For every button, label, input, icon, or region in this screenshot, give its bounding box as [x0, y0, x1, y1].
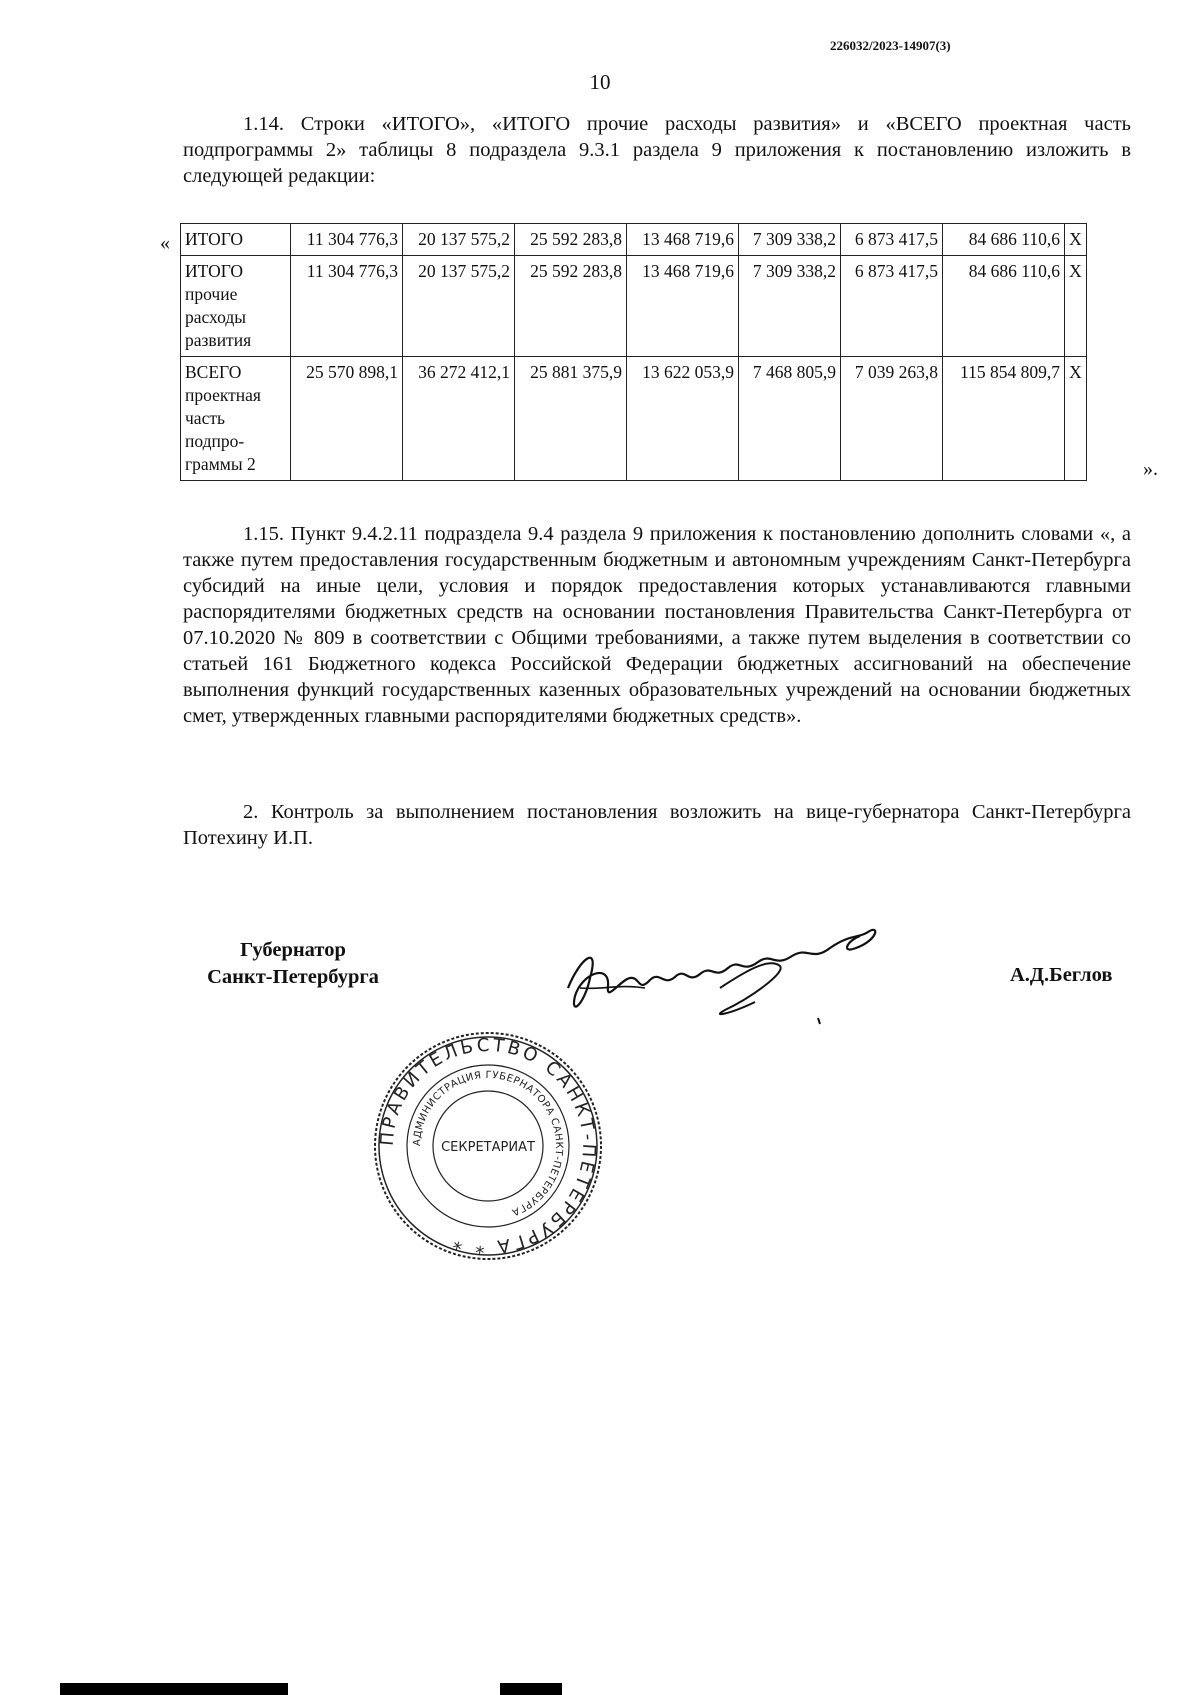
table-cell: 7 468 805,9	[739, 357, 841, 481]
table-cell: 25 592 283,8	[515, 224, 627, 256]
amendment-table	[180, 223, 1087, 481]
table-cell: 13 622 053,9	[627, 357, 739, 481]
scan-edge-bar	[500, 1683, 562, 1695]
signatory-name: А.Д.Беглов	[1010, 964, 1113, 986]
table-row-grand-total	[181, 357, 1087, 481]
table-open-quote: «	[160, 232, 170, 254]
svg-text:ПРАВИТЕЛЬСТВО САНКТ-ПЕТЕРБУРГА: ПРАВИТЕЛЬСТВО САНКТ-ПЕТЕРБУРГА * *	[376, 1034, 600, 1258]
table-cell: 36 272 412,1	[403, 357, 515, 481]
svg-text:АДМИНИСТРАЦИЯ ГУБЕРНАТОРА САНК: АДМИНИСТРАЦИЯ ГУБЕРНАТОРА САНКТ-ПЕТЕРБУРГА	[411, 1069, 565, 1218]
table-cell: 13 468 719,6	[627, 256, 739, 357]
item-1-14-paragraph	[183, 111, 1131, 189]
table-cell: 20 137 575,2	[403, 224, 515, 256]
table-cell: 6 873 417,5	[841, 256, 943, 357]
item-1-15-text: 1.15. Пункт 9.4.2.11 подраздела 9.4 раздела 9 приложения к постановлению дополнить словами «, а также путем предоставления государственным бюджетным и автономным учреждениям Санкт-Петербурга субсидий на иные цели, условия и порядок предоставления которых устанавливаются главными распорядителями бюджетных средств на основании постановления Правительства Санкт-Петербурга от 07.10.2020 № 809 в соответствии с Общими требованиями, а также путем выделения в соответствии со статьей 161 Бюджетного кодекса Российской Федерации бюджетных ассигнований на обеспечение выполнения функций государственных казенных образовательных учреждений на основании бюджетных смет, утвержденных главными распорядителями бюджетных средств».	[183, 523, 1131, 727]
table-cell-mark: X	[1065, 357, 1087, 481]
table-cell: 25 592 283,8	[515, 256, 627, 357]
table-cell: 11 304 776,3	[291, 224, 403, 256]
table-cell: 6 873 417,5	[841, 224, 943, 256]
table-cell-mark: X	[1065, 224, 1087, 256]
row-label: ИТОГО прочие расходы развития	[181, 256, 291, 357]
page-number: 10	[589, 70, 611, 94]
table-cell-mark: X	[1065, 256, 1087, 357]
item-1-14-text: 1.14. Строки «ИТОГО», «ИТОГО прочие расходы развития» и «ВСЕГО проектная часть подпрограммы 2» таблицы 8 подраздела 9.3.1 раздела 9 приложения к постановлению изложить в следующей редакции:	[183, 113, 1131, 187]
signatory-title	[188, 937, 398, 991]
document-number: 226032/2023-14907(3)	[830, 38, 951, 53]
table-cell: 20 137 575,2	[403, 256, 515, 357]
table-cell: 115 854 809,7	[943, 357, 1065, 481]
signatory-title-line1: Губернатор	[240, 939, 346, 961]
item-1-15-paragraph	[183, 521, 1131, 729]
table-row-total-other	[181, 256, 1087, 357]
table-cell: 13 468 719,6	[627, 224, 739, 256]
table-cell: 7 309 338,2	[739, 224, 841, 256]
row-label: ИТОГО	[181, 224, 291, 256]
table-cell: 25 570 898,1	[291, 357, 403, 481]
official-seal	[372, 1030, 604, 1262]
table-cell: 84 686 110,6	[943, 224, 1065, 256]
row-label: ВСЕГО проектная часть подпро-граммы 2	[181, 357, 291, 481]
scan-edge-bar	[60, 1683, 288, 1695]
table-cell: 7 039 263,8	[841, 357, 943, 481]
svg-text:СЕКРЕТАРИАТ: СЕКРЕТАРИАТ	[441, 1140, 535, 1155]
signatory-title-line2: Санкт-Петербурга	[207, 966, 379, 988]
table-cell: 7 309 338,2	[739, 256, 841, 357]
table-cell: 11 304 776,3	[291, 256, 403, 357]
item-2-paragraph	[183, 799, 1131, 851]
table-cell: 25 881 375,9	[515, 357, 627, 481]
signature-image	[560, 918, 940, 1048]
table-close-quote: ».	[1143, 458, 1158, 480]
table-row-total	[181, 224, 1087, 256]
table-cell: 84 686 110,6	[943, 256, 1065, 357]
item-2-text: 2. Контроль за выполнением постановления возложить на вице-губернатора Санкт-Петербурга Потехину И.П.	[183, 801, 1131, 849]
